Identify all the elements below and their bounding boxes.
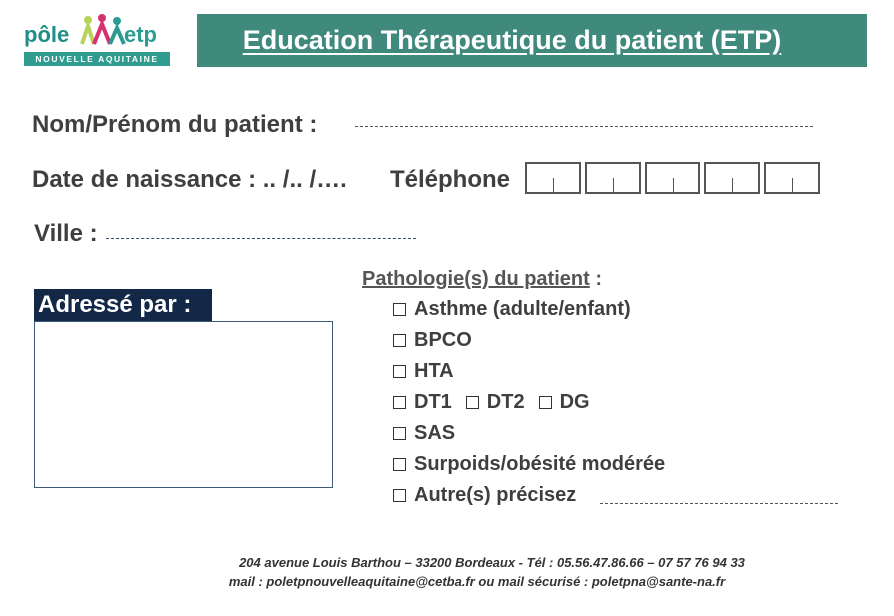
name-label: Nom/Prénom du patient : <box>32 111 318 138</box>
option-asthme <box>393 298 631 321</box>
footer-mail: mail : poletpnouvelleaquitaine@cetba.fr ou mail sécurisé : poletpna@sante-na.fr <box>228 574 726 589</box>
city-input-line[interactable] <box>106 238 416 239</box>
option-label: BPCO <box>414 329 472 351</box>
option-label-dg: DG <box>559 391 590 413</box>
option-label: Autre(s) précisez <box>414 484 577 506</box>
checkbox-dt2[interactable] <box>466 396 479 409</box>
checkbox-dg[interactable] <box>539 396 552 409</box>
phone-digit-box[interactable] <box>645 162 701 194</box>
name-input-line[interactable] <box>355 126 813 127</box>
option-label-dt2: DT2 <box>486 391 525 413</box>
pathologies-title: Pathologie(s) du patient <box>362 268 590 290</box>
page-title: Education Thérapeutique du patient (ETP) <box>242 25 782 55</box>
option-sas <box>393 422 455 445</box>
option-autre <box>393 484 576 507</box>
option-label: HTA <box>414 360 454 382</box>
birthdate-label: Date de naissance : .. /.. /…. <box>32 166 347 193</box>
option-diabetes <box>393 391 590 414</box>
phone-input-boxes[interactable] <box>525 162 820 194</box>
logo-word-pole: pôle <box>24 22 70 47</box>
option-label: SAS <box>414 422 456 444</box>
phone-digit-box[interactable] <box>525 162 581 194</box>
header-banner <box>197 14 867 67</box>
people-figures-icon <box>80 14 126 48</box>
city-label: Ville : <box>34 220 98 247</box>
checkbox[interactable] <box>393 334 406 347</box>
option-label-dt1: DT1 <box>414 391 452 413</box>
pathologies-title-colon: : <box>589 268 602 290</box>
checkbox[interactable] <box>393 458 406 471</box>
phone-label: Téléphone <box>390 166 511 193</box>
phone-digit-box[interactable] <box>704 162 760 194</box>
footer-address: 204 avenue Louis Barthou – 33200 Bordeaux - Tél : 05.56.47.86.66 – 07 57 76 94 33 <box>239 555 745 570</box>
option-label: Asthme (adulte/enfant) <box>414 298 631 320</box>
pole-etp-logo <box>22 14 172 68</box>
option-hta <box>393 360 454 383</box>
logo-region-band: NOUVELLE AQUITAINE <box>24 52 170 66</box>
phone-digit-box[interactable] <box>764 162 820 194</box>
logo-word-etp: etp <box>124 22 157 47</box>
checkbox[interactable] <box>393 303 406 316</box>
referrer-tab <box>34 289 212 322</box>
checkbox-dt1[interactable] <box>393 396 406 409</box>
checkbox[interactable] <box>393 427 406 440</box>
option-label: Surpoids/obésité modérée <box>414 453 666 475</box>
checkbox[interactable] <box>393 365 406 378</box>
phone-digit-box[interactable] <box>585 162 641 194</box>
other-specify-line[interactable] <box>600 503 838 504</box>
referrer-input-box[interactable] <box>34 321 333 488</box>
option-bpco <box>393 329 472 352</box>
option-surpoids <box>393 453 665 476</box>
referrer-label: Adressé par : <box>38 291 192 318</box>
checkbox[interactable] <box>393 489 406 502</box>
pathologies-heading <box>362 268 602 291</box>
